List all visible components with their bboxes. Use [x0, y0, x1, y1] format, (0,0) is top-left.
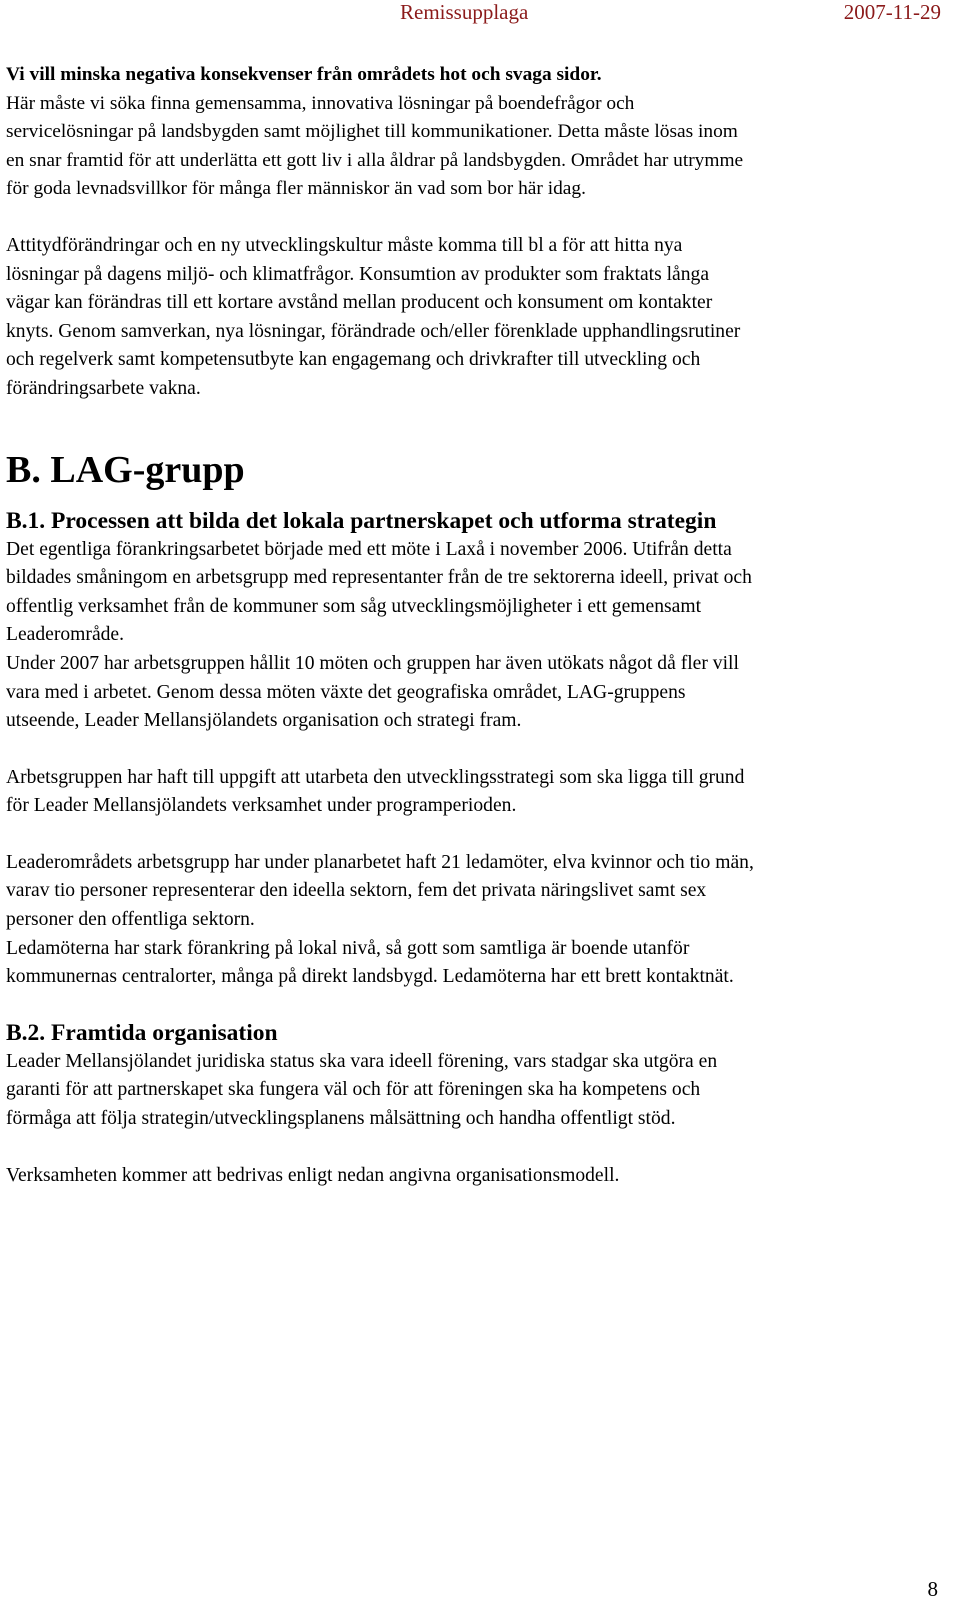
- section-b-heading: B. LAG-grupp: [6, 448, 245, 491]
- intro-lead-bold: Vi vill minska negativa konsekvenser från områdets hot och svaga sidor.: [6, 64, 602, 85]
- section-b1-paragraph-3: Leaderområdets arbetsgrupp har under planarbetet haft 21 ledamöter, elva kvinnor och tio män, varav tio personer representerar den ideella sektorn, fem det privata näringslivet samt sex personer den offentliga sektorn. Ledamöterna har stark förankring på lokal nivå, så gott som samtliga är boende utanför kommunernas centralorter, många på direkt landsbygd. Ledamöterna har ett brett kontaktnät.: [6, 851, 754, 988]
- section-b2-paragraph-2: Verksamheten kommer att bedrivas enligt nedan angivna organisationsmodell.: [6, 1164, 620, 1186]
- section-b1-heading: B.1. Processen att bilda det lokala partnerskapet och utforma strategin: [6, 507, 717, 534]
- section-b2-heading: B.2. Framtida organisation: [6, 1019, 278, 1046]
- section-b1-paragraph-1: Det egentliga förankringsarbetet började med ett möte i Laxå i november 2006. Utifrån detta bildades småningom en arbetsgrupp med representanter från de tre sektorerna ideell, privat och offentlig verksamhet från de kommuner som såg utvecklingsmöjligheter i ett gemensamt Leaderområde. Under 2007 har arbetsgruppen hållit 10 möten och gruppen har även utökats något då fler vill vara med i arbetet. Genom dessa möten växte det geografiska området, LAG-gruppens utseende, Leader Mellansjölandets organisation och strategi fram.: [6, 538, 752, 732]
- document-status: Remissupplaga: [400, 0, 529, 24]
- intro-paragraph-2: Attitydförändringar och en ny utvecklingskultur måste komma till bl a för att hitta nya lösningar på dagens miljö- och klimatfrågor. Konsumtion av produkter som fraktats långa vägar kan förändras till ett kortare avstånd mellan producent och konsument om kontakter knyts. Genom samverkan, nya lösningar, förändrade och/eller förenklade upphandlingsrutiner och regelverk samt kompetensutbyte kan engagemang och drivkrafter till utveckling och förändringsarbete vakna.: [6, 234, 741, 399]
- intro-paragraph-1: Här måste vi söka finna gemensamma, innovativa lösningar på boendefrågor och servicelösningar på landsbygden samt möjlighet till kommunikationer. Detta måste lösas inom en snar framtid för att underlätta ett gott liv i alla åldrar på landsbygden. Området har utrymme för goda levnadsvillkor för många fler människor än vad som bor här idag.: [6, 92, 744, 200]
- page-header: [0, 0, 960, 30]
- page-number: 8: [927, 1577, 938, 1601]
- section-b2-paragraph-1: Leader Mellansjölandet juridiska status ska vara ideell förening, vars stadgar ska utgöra en garanti för att partnerskapet ska fungera väl och för att föreningen ska ha kompetens och förmåga att följa strategin/utvecklingsplanens målsättning och handha offentligt stöd.: [6, 1050, 718, 1130]
- document-date: 2007-11-29: [843, 0, 941, 24]
- section-b1-paragraph-2: Arbetsgruppen har haft till uppgift att utarbeta den utvecklingsstrategi som ska ligga till grund för Leader Mellansjölandets verksamhet under programperioden.: [6, 766, 745, 817]
- document-body: [6, 61, 951, 1190]
